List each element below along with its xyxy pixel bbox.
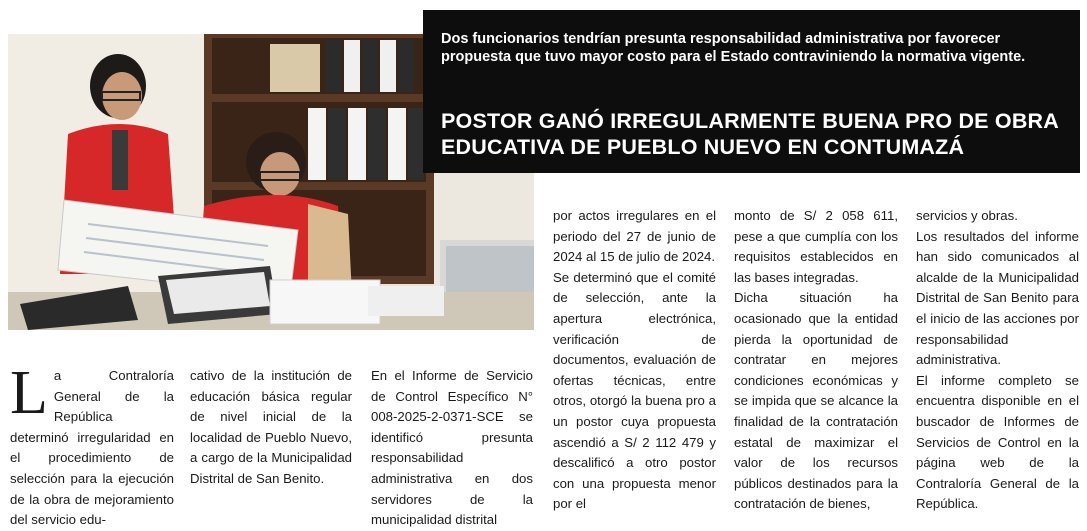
- headline-banner: [423, 10, 1080, 173]
- article-column-2: [190, 366, 352, 490]
- column-6-paragraph-1: servicios y obras.: [916, 208, 1018, 223]
- headline-line-2: EDUCATIVA DE PUEBLO NUEVO EN CONTUMAZÁ: [441, 135, 965, 159]
- column-4-paragraph-1: por actos irregulares en el periodo del 27 de junio de 2024 al 15 de julio de 2024.: [553, 208, 716, 265]
- article-column-6: [916, 206, 1079, 515]
- column-1-paragraph: a Contraloría General de la República determinó irregularidad en el procedimiento de selección para la ejecución de la obra de mejoramiento del servicio edu-: [10, 368, 174, 528]
- article-headline: [441, 108, 1071, 160]
- headline-line-1: POSTOR GANÓ IRREGULARMENTE BUENA PRO DE OBRA: [441, 109, 1060, 133]
- column-5-paragraph-1: monto de S/ 2 058 611, pese a que cumplía con los requisitos establecidos en las bases integradas.: [734, 208, 898, 285]
- column-3-paragraph: En el Informe de Servicio de Control Específico N° 008-2025-2-0371-SCE se identificó presunta responsabilidad administrativa en dos servidores de la municipalidad distrital: [371, 368, 533, 528]
- article-column-3: [371, 366, 533, 531]
- article-column-5: [734, 206, 898, 515]
- article-subtitle: Dos funcionarios tendrían presunta responsabilidad administrativa por favorecer propuesta que tuvo mayor costo para el Estado contraviniendo la normativa vigente.: [441, 31, 1026, 65]
- column-6-paragraph-3: El informe completo se encuentra disponible en el buscador de Informes de Servicios de Control en la página web de la Contraloría General de la República.: [916, 372, 1079, 512]
- article-column-4: [553, 206, 716, 515]
- column-4-paragraph-2: Se determinó que el comité de selección, ante la apertura electrónica, verificación de documentos, evaluación de ofertas técnicas, entre otros, otorgó la buena pro a un postor cuya propuesta ascendió a S/ 2 112 479 y descalificó a otro postor con una propuesta menor por el: [553, 269, 716, 512]
- drop-cap: L: [10, 359, 48, 427]
- column-6-paragraph-2: Los resultados del informe han sido comunicados al alcalde de la Municipalidad Distrital de San Benito para el inicio de las acciones por responsabilidad administrativa.: [916, 228, 1079, 368]
- column-2-paragraph: cativo de la institución de educación básica regular de nivel inicial de la localidad de Pueblo Nuevo, a cargo de la Municipalidad Distrital de San Benito.: [190, 368, 352, 486]
- article-column-1: [10, 359, 174, 531]
- column-5-paragraph-2: Dicha situación ha ocasionado que la entidad pierda la oportunidad de contratar en mejores condiciones económicas y se impida que se alcance la finalidad de la contratación estatal de maximizar el valor de los recursos públicos destinados para la contratación de bienes,: [734, 290, 898, 512]
